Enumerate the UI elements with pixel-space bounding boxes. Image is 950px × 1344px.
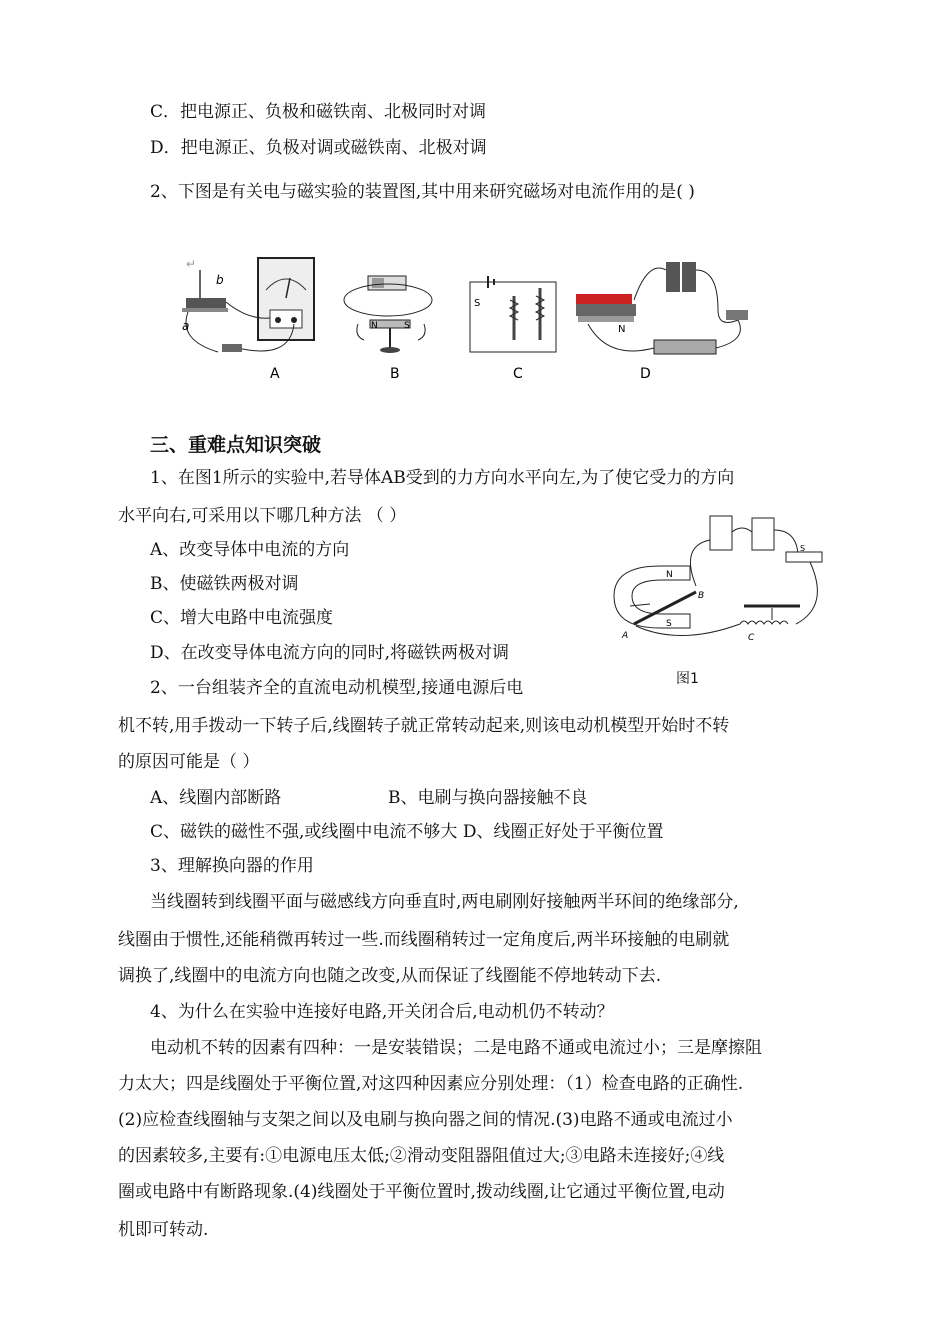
q2-line1: 2、一台组装齐全的直流电动机模型,接通电源后电 <box>150 678 524 698</box>
fig1-pole-n: N <box>666 570 673 580</box>
figure-1-caption: 图1 <box>676 671 699 687</box>
q1-option-d: D、在改变导体电流方向的同时,将磁铁两极对调 <box>150 643 510 663</box>
q3-para-line2: 线圈由于惯性,还能稍微再转过一些.而线圈稍转过一定角度后,两半环接触的电刷就 <box>118 930 730 950</box>
option-c-prev: C．把电源正、负极和磁铁南、北极同时对调 <box>150 102 487 122</box>
apparatus-figure <box>178 240 758 390</box>
apparatus-c <box>470 276 556 352</box>
q1-option-a: A、改变导体中电流的方向 <box>150 540 350 560</box>
q4-para-line3: (2)应检查线圈轴与支架之间以及电刷与换向器之间的情况.(3)电路不通或电流过小 <box>118 1110 733 1130</box>
q2-option-a: A、线圈内部断路 <box>150 788 282 808</box>
q2-line2: 机不转,用手拨动一下转子后,线圈转子就正常转动起来,则该电动机模型开始时不转 <box>118 716 730 736</box>
figure-label-c: C <box>513 366 523 382</box>
pole-n: N <box>618 324 626 335</box>
apparatus-d <box>576 262 748 354</box>
q3-para-line3: 调换了,线圈中的电流方向也随之改变,从而保证了线圈能不停地转动下去. <box>118 966 662 986</box>
figure-label-a: A <box>270 366 280 382</box>
figure-label-d: D <box>640 366 651 382</box>
q1-line2: 水平向右,可采用以下哪几种方法 （ ） <box>118 506 407 526</box>
fig1-label-c: C <box>748 633 755 643</box>
figure-1 <box>600 506 845 646</box>
option-d-prev: D．把电源正、负极对调或磁铁南、北极对调 <box>150 138 487 158</box>
wire-label-b: b <box>216 273 224 287</box>
q4-para-line4: 的因素较多,主要有:①电源电压太低;②滑动变阻器阻值过大;③电路未连接好;④线 <box>118 1146 725 1166</box>
fig1-label-a: A <box>622 631 629 641</box>
q4-para-line5: 圈或电路中有断路现象.(4)线圈处于平衡位置时,拨动线圈,让它通过平衡位置,电动 <box>118 1182 725 1202</box>
q3-para-line1: 当线圈转到线圈平面与磁感线方向垂直时,两电刷刚好接触两半环间的绝缘部分, <box>150 892 739 912</box>
apparatus-b <box>344 276 432 353</box>
question-2-top: 2、下图是有关电与磁实验的装置图,其中用来研究磁场对电流作用的是( ) <box>150 182 695 202</box>
q1-line1: 1、在图1所示的实验中,若导体AB受到的力方向水平向左,为了使它受力的方向 <box>150 468 735 488</box>
q2-option-b: B、电刷与换向器接触不良 <box>388 788 588 808</box>
fig1-pole-s: S <box>666 619 672 629</box>
para-mark: ↵ <box>186 257 197 271</box>
q4-para-line6: 机即可转动. <box>118 1220 209 1240</box>
q1-option-b: B、使磁铁两极对调 <box>150 574 299 594</box>
magnet-s: S <box>404 321 410 331</box>
q4-title: 4、为什么在实验中连接好电路,开关闭合后,电动机仍不转动？ <box>150 1002 614 1022</box>
q4-para-line1: 电动机不转的因素有四种：一是安装错误；二是电路不通或电流过小；三是摩擦阻 <box>150 1038 762 1058</box>
magnet-n: N <box>371 321 378 331</box>
q1-option-c: C、增大电路中电流强度 <box>150 608 334 628</box>
q3-title: 3、理解换向器的作用 <box>150 856 314 876</box>
fig1-switch-s: S <box>800 544 806 553</box>
wire-label-a: a <box>182 319 190 333</box>
switch-s: S <box>474 298 481 309</box>
apparatus-a <box>182 257 314 352</box>
q4-para-line2: 力太大；四是线圈处于平衡位置,对这四种因素应分别处理：（1）检查电路的正确性. <box>118 1074 744 1094</box>
section-title: 三、重难点知识突破 <box>150 434 322 456</box>
figure-label-b: B <box>390 366 400 382</box>
fig1-label-b: B <box>698 591 705 601</box>
q2-option-cd: C、磁铁的磁性不强,或线圈中电流不够大 D、线圈正好处于平衡位置 <box>150 822 664 842</box>
q2-line3: 的原因可能是（ ） <box>118 752 260 772</box>
